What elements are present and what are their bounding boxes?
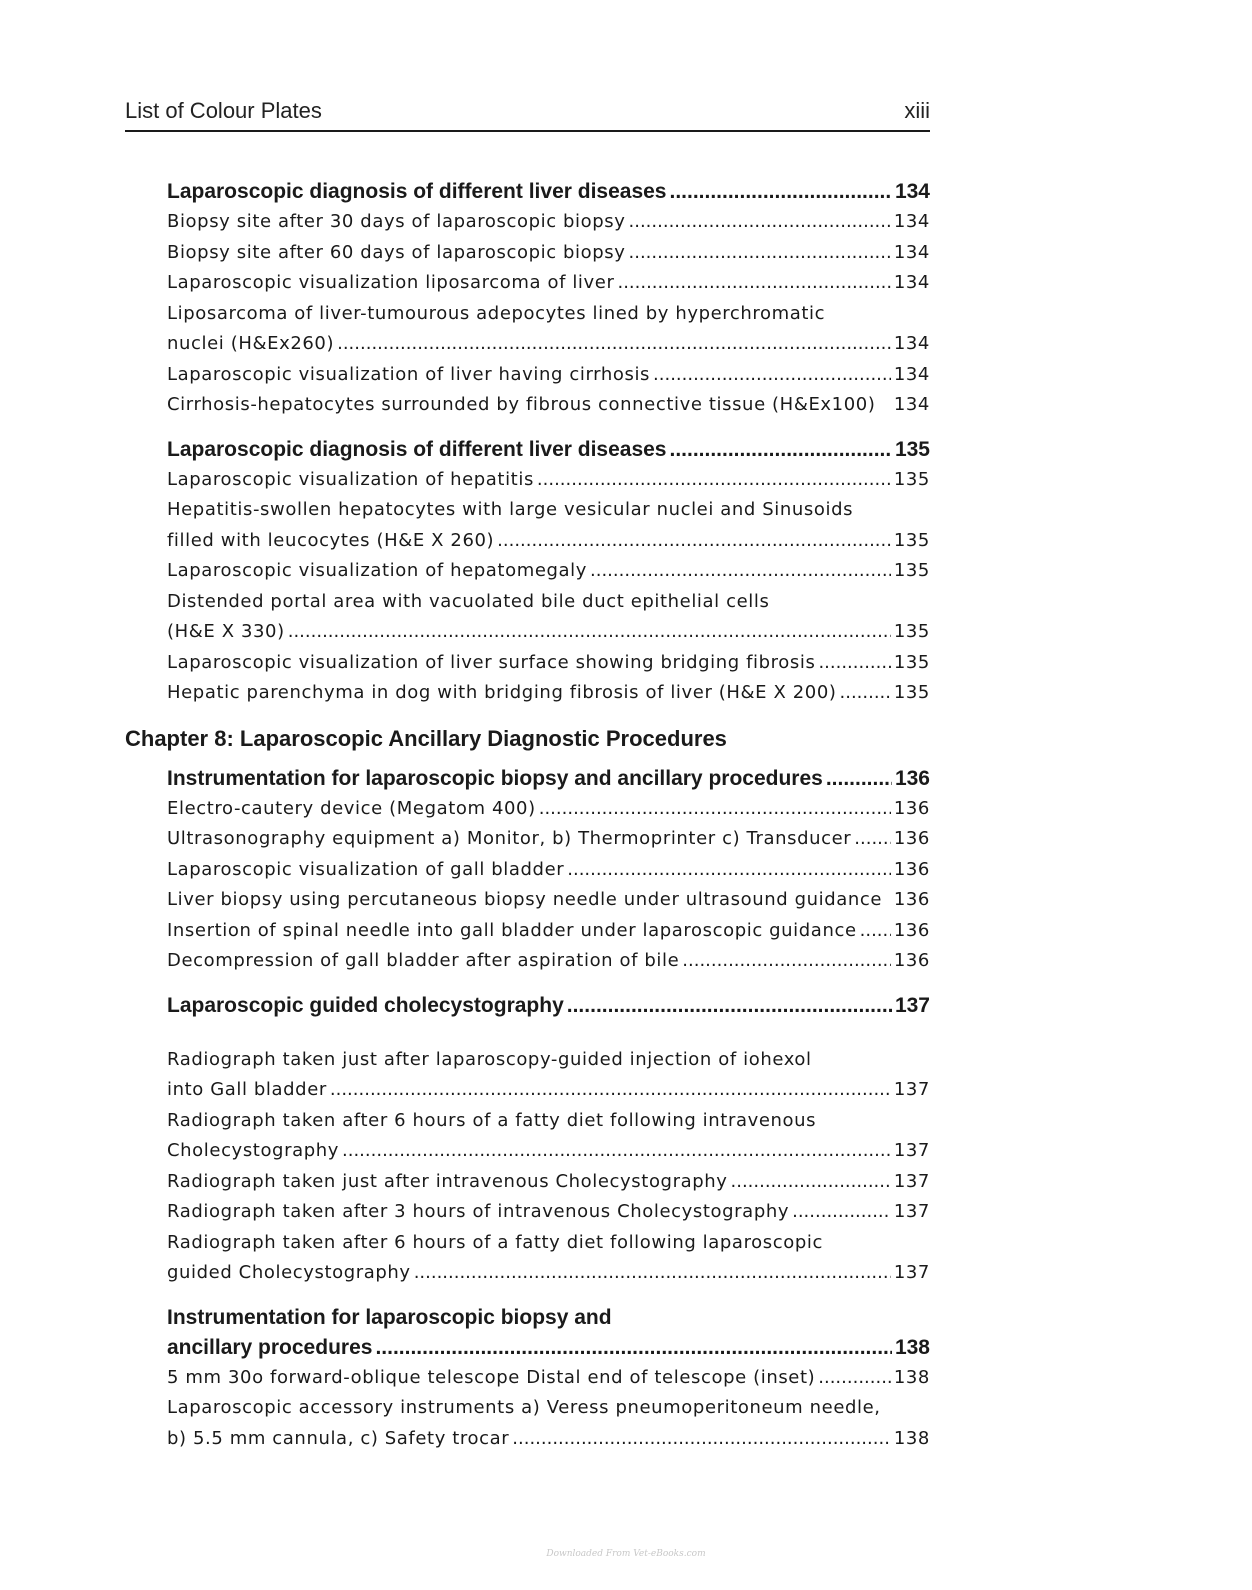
toc-entry-row-page: 137: [893, 1262, 930, 1283]
toc-entry-row-page: 137: [893, 1079, 930, 1100]
toc-section: [167, 1303, 930, 1455]
toc-entry-row: [167, 1075, 930, 1106]
toc-entry-row: [167, 526, 930, 557]
toc-entry-row-page: 137: [893, 1140, 930, 1161]
toc-page: [125, 94, 930, 1468]
toc-entry-row-page: 136: [893, 919, 930, 941]
toc-entry-row-page: 135: [893, 468, 930, 490]
toc-entry-row-text: Laparoscopic visualization of liver having cirrhosis: [167, 363, 651, 385]
toc-entry-row-text: Radiograph taken just after intravenous Cholecystography: [167, 1170, 728, 1192]
section-title-text: ancillary procedures: [167, 1335, 373, 1359]
toc-section: [167, 435, 930, 709]
section-title: [167, 1333, 930, 1363]
toc-entry-row-text: b) 5.5 mm cannula, c) Safety trocar: [167, 1427, 510, 1449]
toc-entry-row-text: Cholecystography: [167, 1140, 340, 1161]
toc-entry-row-text: Laparoscopic visualization of hepatitis: [167, 468, 534, 490]
dot-leader: [860, 916, 891, 947]
toc-entry-row-page: 138: [893, 1366, 930, 1388]
section-title: [167, 435, 930, 465]
dot-leader: [818, 648, 890, 679]
toc-entry-row: [167, 390, 930, 421]
toc-entry-row-text: Laparoscopic visualization of gall bladder: [167, 858, 565, 880]
section-title-page: 134: [894, 180, 930, 203]
toc-entry-row-page: 137: [893, 1170, 930, 1192]
toc-entry-row-text: Laparoscopic visualization liposarcoma of liver: [167, 272, 615, 293]
dot-leader: [330, 1075, 891, 1106]
toc-entry-row: [167, 648, 930, 679]
dot-leader: [414, 1258, 891, 1289]
toc-entry: [167, 855, 930, 886]
section-title-page: 135: [894, 437, 930, 461]
toc-entry-row: [167, 1258, 930, 1289]
toc-entry: [167, 1106, 930, 1167]
toc-entry-row-text: Radiograph taken after 3 hours of intravenous Cholecystography: [167, 1201, 790, 1222]
dot-leader: [539, 794, 891, 825]
toc-entry-row-page: 136: [893, 858, 930, 880]
toc-entry-row: [167, 855, 930, 886]
toc-entry-row-page: 136: [893, 889, 930, 910]
toc-section: [167, 991, 930, 1289]
toc-entry: [167, 465, 930, 496]
toc-entry: [167, 556, 930, 587]
toc-entry-row: [167, 885, 930, 916]
toc-section: [167, 177, 930, 421]
section-title-page: 136: [894, 766, 930, 790]
watermark-footer: Downloaded From Vet-eBooks.com: [546, 1549, 706, 1559]
toc-entry: [167, 1045, 930, 1106]
section-title: [167, 991, 930, 1021]
toc-entry-line: Liposarcoma of liver-tumourous adepocytes lined by hyperchromatic: [167, 302, 826, 324]
toc-entry-row-text: 5 mm 30o forward-oblique telescope Distal end of telescope (inset): [167, 1366, 816, 1388]
toc-entry: [167, 648, 930, 679]
toc-entry: [167, 1167, 930, 1198]
toc-entry-line: Radiograph taken after 6 hours of a fatty diet following intravenous: [167, 1109, 817, 1131]
dot-leader: [629, 207, 891, 238]
toc-entry-row-page: 136: [893, 797, 930, 819]
toc-entry-row: [167, 824, 930, 855]
chapter-heading: Chapter 8: Laparoscopic Ancillary Diagnostic Procedures: [125, 725, 727, 751]
toc-entry-row: [167, 794, 930, 825]
toc-entry: [167, 1197, 930, 1228]
toc-entry-row-text: Biopsy site after 30 days of laparoscopic biopsy: [167, 211, 626, 232]
dot-leader: [818, 1363, 891, 1394]
toc-entry-row-text: filled with leucocytes (H&E X 260): [167, 529, 495, 551]
running-header: [125, 94, 930, 132]
dot-leader: [567, 991, 892, 1021]
toc-entry-row-page: 134: [893, 394, 930, 415]
toc-entry-row-text: Hepatic parenchyma in dog with bridging fibrosis of liver (H&E X 200): [167, 682, 837, 703]
dot-leader: [537, 465, 891, 496]
section-title-line: Instrumentation for laparoscopic biopsy and: [167, 1305, 612, 1329]
section-title-page: 138: [894, 1335, 930, 1359]
section-title-text: Instrumentation for laparoscopic biopsy and ancillary procedures: [167, 766, 823, 790]
toc-entry-row-text: Liver biopsy using percutaneous biopsy needle under ultrasound guidance: [167, 889, 883, 910]
toc-entry-row: [167, 1363, 930, 1394]
toc-entry-row-page: 136: [893, 828, 930, 849]
toc-entry-row: [167, 1167, 930, 1198]
dot-leader: [288, 617, 891, 648]
toc-entry-row-page: 135: [893, 621, 930, 642]
toc-entry-line: Radiograph taken after 6 hours of a fatty diet following laparoscopic: [167, 1231, 823, 1253]
toc-entry-row: [167, 1424, 930, 1455]
spacer: [167, 1021, 930, 1045]
dot-leader: [826, 764, 892, 794]
toc-entry: [167, 678, 930, 709]
dot-leader: [617, 268, 890, 299]
section-title-page: 137: [894, 993, 930, 1017]
toc-entry-row-page: 137: [893, 1201, 930, 1222]
dot-leader: [670, 435, 892, 465]
toc-entry-row-text: Cirrhosis-hepatocytes surrounded by fibrous connective tissue (H&Ex100): [167, 394, 876, 415]
toc-entry: [167, 495, 930, 556]
toc-entry: [167, 916, 930, 947]
toc-entry-line: Distended portal area with vacuolated bile duct epithelial cells: [167, 590, 770, 612]
toc-entry-line: Laparoscopic accessory instruments a) Veress pneumoperitoneum needle,: [167, 1397, 881, 1418]
dot-leader: [792, 1197, 891, 1228]
dot-leader: [854, 824, 891, 855]
toc-entry-row-text: Ultrasonography equipment a) Monitor, b) Thermoprinter c) Transducer: [167, 828, 852, 849]
toc-entry-row-text: Decompression of gall bladder after aspiration of bile: [167, 950, 680, 971]
section-title: [167, 177, 930, 207]
toc-entry-row-text: Biopsy site after 60 days of laparoscopic biopsy: [167, 241, 626, 263]
dot-leader: [497, 526, 891, 557]
toc-section: [167, 764, 930, 977]
toc-entry-line: Hepatitis-swollen hepatocytes with large vesicular nuclei and Sinusoids: [167, 499, 854, 520]
toc-entry: [167, 587, 930, 648]
toc-entry-row: [167, 238, 930, 269]
toc-entry-row-text: guided Cholecystography: [167, 1262, 411, 1283]
toc-entry-row-page: 134: [893, 272, 930, 293]
toc-entry-row-page: 135: [893, 560, 930, 581]
toc-entry: [167, 268, 930, 299]
toc-entry-row-text: into Gall bladder: [167, 1079, 327, 1100]
toc-entry: [167, 824, 930, 855]
toc-entry-row-text: Laparoscopic visualization of liver surface showing bridging fibrosis: [167, 651, 816, 673]
toc-entry: [167, 238, 930, 269]
section-title-text: Laparoscopic guided cholecystography: [167, 993, 564, 1017]
toc-entry-row: [167, 465, 930, 496]
section-title: [167, 764, 930, 794]
toc-entry: [167, 390, 930, 421]
toc-entry: [167, 1363, 930, 1394]
toc-entry: [167, 299, 930, 360]
toc-entry-row-page: 134: [893, 363, 930, 385]
dot-leader: [342, 1136, 891, 1167]
toc-entry-line: Radiograph taken just after laparoscopy-guided injection of iohexol: [167, 1048, 812, 1070]
toc-entry-row: [167, 329, 930, 360]
dot-leader: [590, 556, 891, 587]
dot-leader: [375, 1333, 892, 1363]
dot-leader: [653, 360, 891, 391]
dot-leader: [512, 1424, 891, 1455]
dot-leader: [629, 238, 891, 269]
section-title-text: Laparoscopic diagnosis of different liver diseases: [167, 437, 667, 461]
table-of-contents: [125, 177, 930, 1454]
toc-entry: [167, 885, 930, 916]
toc-entry-row-page: 135: [893, 529, 930, 551]
toc-entry-row-page: 135: [893, 651, 930, 673]
toc-entry-row: [167, 678, 930, 709]
toc-entry-row-text: Electro-cautery device (Megatom 400): [167, 797, 536, 819]
toc-entry: [167, 946, 930, 977]
dot-leader: [670, 177, 892, 207]
toc-entry: [167, 1228, 930, 1289]
toc-entry-row-page: 134: [893, 211, 930, 232]
toc-entry-row-text: Laparoscopic visualization of hepatomegaly: [167, 560, 588, 581]
toc-entry-row-text: nuclei (H&Ex260): [167, 333, 335, 354]
toc-entry-row-page: 134: [893, 241, 930, 263]
toc-entry-row: [167, 946, 930, 977]
dot-leader: [337, 329, 891, 360]
toc-entry: [167, 794, 930, 825]
dot-leader: [731, 1167, 891, 1198]
toc-entry-row-page: 138: [893, 1427, 930, 1449]
dot-leader: [840, 678, 891, 709]
toc-entry-row: [167, 1136, 930, 1167]
toc-entry-row-text: (H&E X 330): [167, 621, 285, 642]
toc-entry-row-text: Insertion of spinal needle into gall bladder under laparoscopic guidance: [167, 919, 857, 941]
toc-entry-row: [167, 268, 930, 299]
dot-leader: [682, 946, 891, 977]
toc-entry-row-page: 134: [893, 333, 930, 354]
toc-entry-row: [167, 617, 930, 648]
dot-leader: [567, 855, 891, 886]
toc-entry: [167, 1393, 930, 1454]
toc-entry-row: [167, 556, 930, 587]
toc-entry-row: [167, 916, 930, 947]
toc-entry-row: [167, 207, 930, 238]
header-title: List of Colour Plates: [125, 98, 322, 123]
toc-entry: [167, 360, 930, 391]
section-title-text: Laparoscopic diagnosis of different liver diseases: [167, 180, 667, 203]
toc-entry-row: [167, 1197, 930, 1228]
toc-entry-row-page: 135: [893, 682, 930, 703]
toc-entry-row: [167, 360, 930, 391]
header-page-number: xiii: [904, 98, 930, 123]
toc-entry-row-page: 136: [893, 950, 930, 971]
toc-entry: [167, 207, 930, 238]
